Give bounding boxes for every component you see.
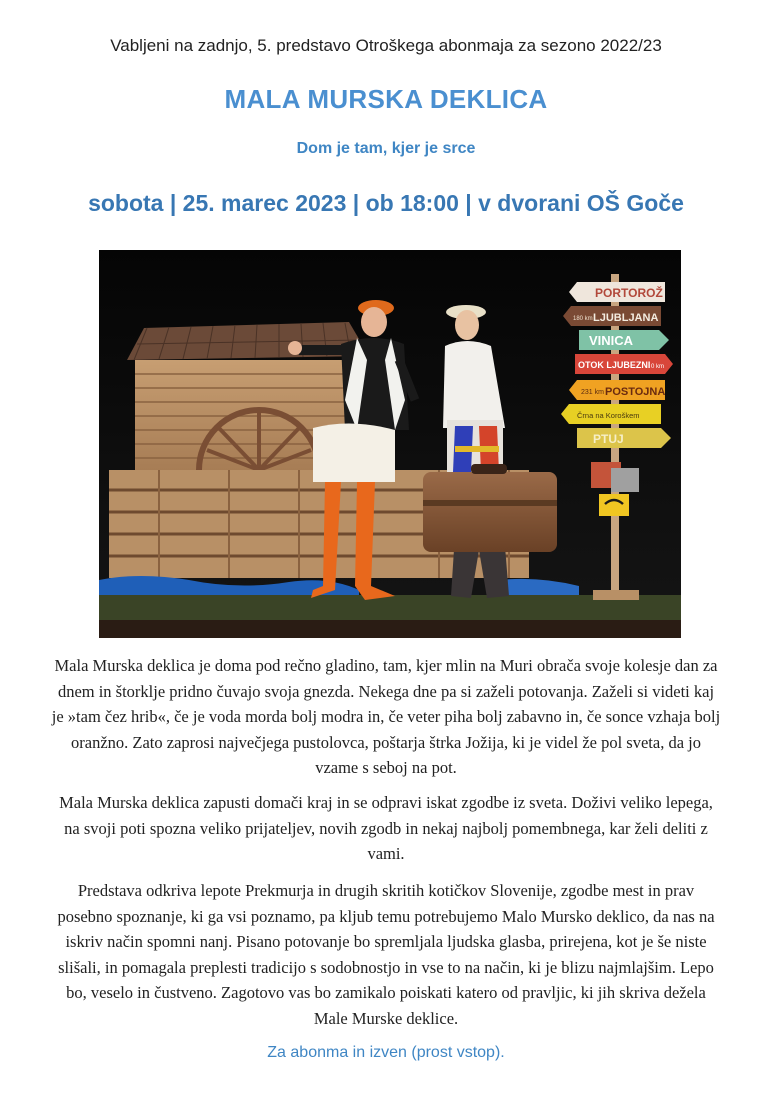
show-title: MALA MURSKA DEKLICA: [224, 84, 548, 114]
show-subtitle: Dom je tam, kjer je srce: [296, 140, 476, 157]
sign-ptuj: [577, 428, 671, 448]
event-dateline: sobota | 25. marec 2023 | ob 18:00 | v dvorani OŠ Goče: [88, 190, 684, 216]
svg-text:Črna na Koroškem: Črna na Koroškem: [577, 411, 640, 420]
svg-text:180 km: 180 km: [573, 316, 593, 322]
intro-text: Vabljeni na zadnjo, 5. predstavo Otroškega abonmaja za sezono 2022/23: [110, 36, 662, 55]
svg-text:OTOK LJUBEZNI: OTOK LJUBEZNI: [578, 360, 651, 370]
suitcase: [423, 472, 557, 552]
svg-text:PTUJ: PTUJ: [593, 432, 624, 446]
svg-text:POSTOJNA: POSTOJNA: [605, 386, 666, 398]
svg-text:VINICA: VINICA: [589, 333, 634, 348]
admission-note: Za abonma in izven (prost vstop).: [267, 1044, 505, 1061]
description-paragraph-1: Mala Murska deklica je doma pod rečno gladino, tam, kjer mlin na Muri obrača svoje kolesje dan za dnem in štorklje pridno čuvajo svoja gnezda. Nekega dne pa si zaželi potovanja. Zaželi si videti kaj je »tam čez hrib«, če je voda morda bolj modra in, če veter piha bolj zabavno in, če sonce vzhaja bolj oranžno. Zato zaprosi največjega pustolovca, poštarja štrka Jožija, ki je videl že pol sveta, da jo vzame s seboj na pot.: [51, 656, 721, 777]
svg-text:LJUBLJANA: LJUBLJANA: [593, 312, 659, 324]
description-paragraph-3: Predstava odkriva lepote Prekmurja in drugih skritih kotičkov Slovenije, zgodbe mest in prav posebno spoznanje, ki ga vsi poznamo, pa kljub temu potrebujemo Malo Mursko deklico, da nas na iskriv način spomni nanj. Pisano potovanje bo spremljala ljudska glasba, prirejena, kot je še niste slišali, in pomagala preplesti tradicijo s sodobnostjo in vse to na način, ki je blizu najmlajšim. Lepo bo, veselo in čustveno. Zagotovo vas bo zamikalo poiskati katero od pravljic, ki jih skriva dežela Male Murske deklice.: [57, 881, 715, 1028]
svg-text:0 km: 0 km: [651, 364, 665, 370]
svg-text:231 km: 231 km: [581, 389, 604, 396]
svg-text:PORTOROŽ: PORTOROŽ: [595, 286, 663, 300]
description-paragraph-2: Mala Murska deklica zapusti domači kraj in se odpravi iskat zgodbe iz sveta. Doživi veliko lepega, na svoji poti spozna veliko prijateljev, novih zgodb in nekaj najbolj pomembnega, kar želi deliti z vami.: [59, 793, 713, 863]
performance-photo: [99, 250, 681, 638]
